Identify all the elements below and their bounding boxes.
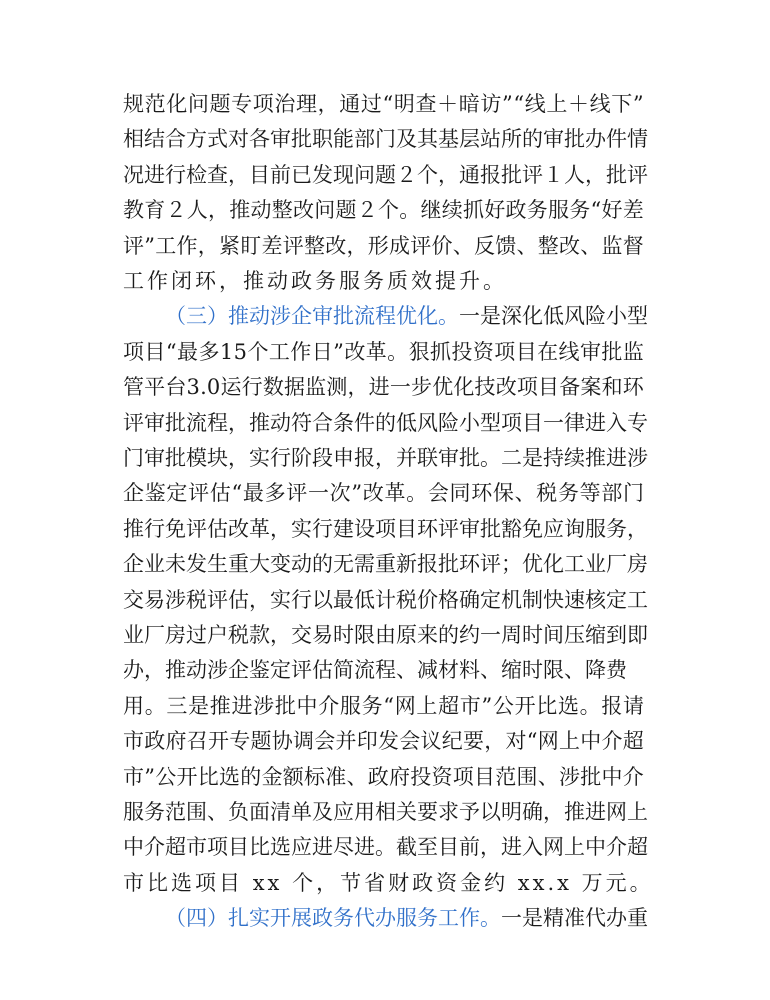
paragraph-line: 用 。 三 是 推 进 涉 批 中 介 服 务 “ 网 上 超 市 ” 公 开 比 选 。 报 请 xyxy=(123,693,644,718)
paragraph-line: 况 进 行 检 查 ， 目 前 已 发 现 问 题 ２ 个 ， 通 报 批 评 １ 人 ， 批 评 xyxy=(123,162,648,187)
paragraph-line: 企 业 未 发 生 重 大 变 动 的 无 需 重 新 报 批 环 评 ； 优 化 工 业 厂 房 xyxy=(123,552,648,577)
paragraph-line: 推 行 免 评 估 改 革 ， 实 行 建 设 项 目 环 评 审 批 豁 免 应 询 服 务 ， xyxy=(123,516,648,541)
paragraph-line: 业 厂 房 过 户 税 款 ， 交 易 时 限 由 原 来 的 约 一 周 时 间 压 缩 到 即 xyxy=(123,623,648,647)
paragraph-line: 项 目 “ 最 多 1 5 个 工 作 日 ” 改 革 。 狠 抓 投 资 项 目 在 线 审 批 监 xyxy=(123,339,644,364)
section-heading-line: （ 三 ） 推 动 涉 企 审 批 流 程 优 化 。 一 是 深 化 低 风 险 小 型 xyxy=(165,304,648,329)
paragraph-line: 市 比 选 项 目 x x 个 ， 节 省 财 政 资 金 约 x x . x 万 元 。 xyxy=(123,870,651,895)
paragraph-line: 市 ” 公 开 比 选 的 金 额 标 准 、 政 府 投 资 项 目 范 围 、 涉 批 中 介 xyxy=(123,764,644,789)
paragraph-line: 评 审 批 流 程 ， 推 动 符 合 条 件 的 低 风 险 小 型 项 目 一 律 进 入 专 xyxy=(123,410,648,435)
paragraph-line: 工 作 闭 环 ， 推 动 政 务 服 务 质 效 提 升 。 xyxy=(123,269,504,293)
paragraph-line: 交 易 涉 税 评 估 ， 实 行 以 最 低 计 税 价 格 确 定 机 制 快 速 核 定 工 xyxy=(123,587,648,612)
paragraph-line: 相 结 合 方 式 对 各 审 批 职 能 部 门 及 其 基 层 站 所 的 审 批 办 件 情 xyxy=(123,127,648,152)
paragraph-line: 评 ” 工 作 ， 紧 盯 差 评 整 改 ， 形 成 评 价 、 反 馈 、 整 改 、 监 督 xyxy=(123,233,644,258)
paragraph-line: 服 务 范 围 、 负 面 清 单 及 应 用 相 关 要 求 予 以 明 确 ， 推 进 网 上 xyxy=(123,800,648,824)
paragraph-line: 企 鉴 定 评 估 “ 最 多 评 一 次 ” 改 革 。 会 同 环 保 、 税 务 等 部 门 xyxy=(123,481,644,506)
section-heading-line: （ 四 ） 扎 实 开 展 政 务 代 办 服 务 工 作 。 一 是 精 准 代 办 重 xyxy=(165,906,648,931)
paragraph-line: 市 政 府 召 开 专 题 协 调 会 并 印 发 会 议 纪 要 ， 对 “ 网 上 中 介 超 xyxy=(123,729,644,754)
paragraph-line: 门 审 批 模 块 ， 实 行 阶 段 申 报 ， 并 联 审 批 。 二 是 持 续 推 进 涉 xyxy=(123,446,648,470)
paragraph-line: 教 育 ２ 人 ， 推 动 整 改 问 题 ２ 个 。 继 续 抓 好 政 务 服 务 “ 好 差 xyxy=(123,198,644,223)
paragraph-line: 中 介 超 市 项 目 比 选 应 进 尽 进 。 截 至 目 前 ， 进 入 网 上 中 介 超 xyxy=(123,835,648,860)
paragraph-line: 管 平 台 3 . 0 运 行 数 据 监 测 ， 进 一 步 优 化 技 改 项 目 备 案 和 环 xyxy=(123,375,644,400)
paragraph-line: 规 范 化 问 题 专 项 治 理 ， 通 过 “ 明 查 ＋ 暗 访 ” “ 线 上 ＋ 线 下 ” xyxy=(123,92,644,116)
paragraph-line: 办 ， 推 动 涉 企 鉴 定 评 估 简 流 程 、 减 材 料 、 缩 时 限 、 降 费 xyxy=(123,658,627,683)
